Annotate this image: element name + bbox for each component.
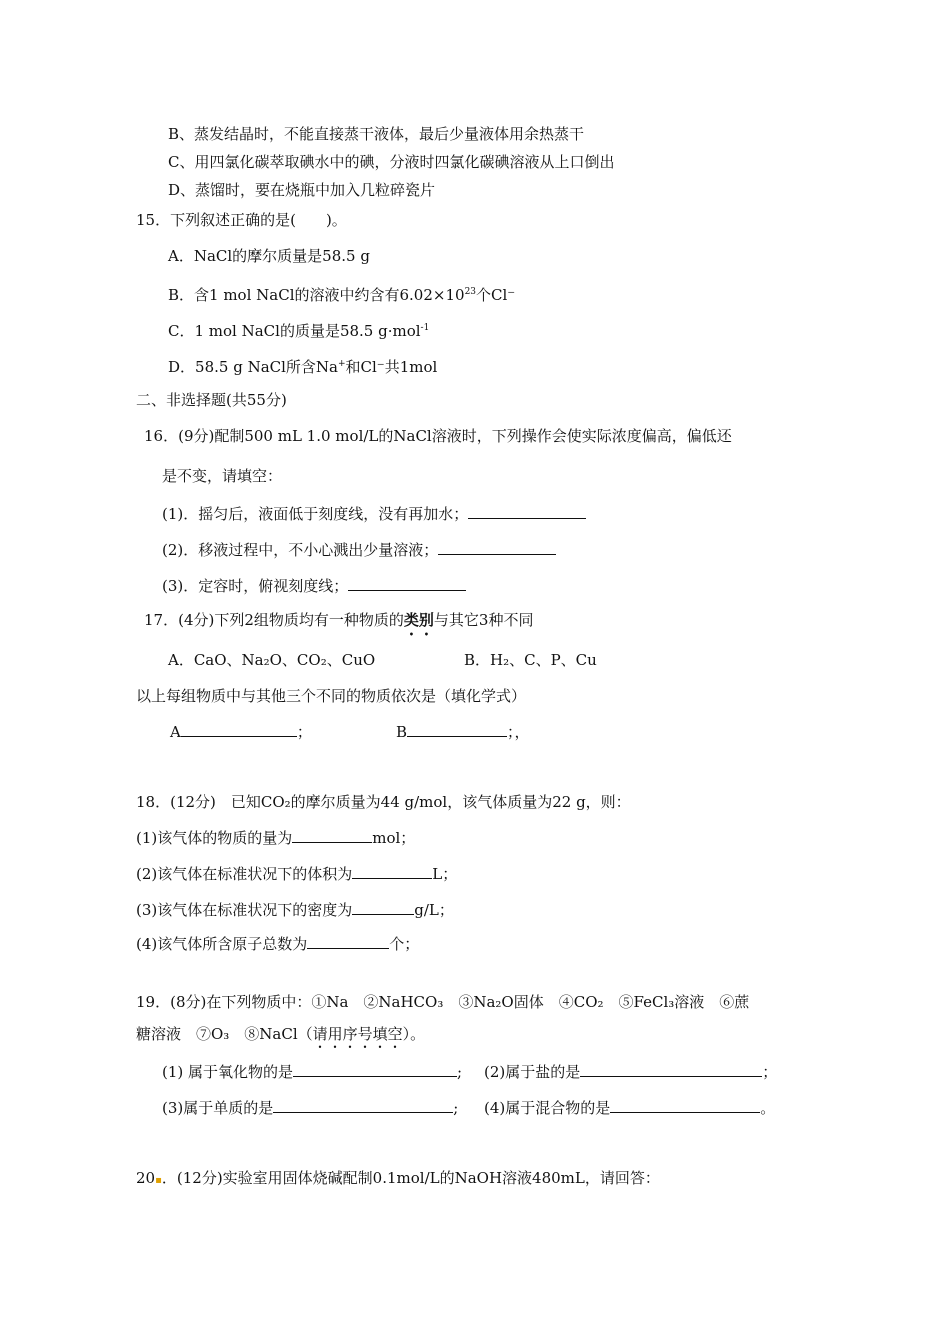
q19-answer-1-blank[interactable] — [293, 1062, 457, 1077]
q18-item-4-text: (4)该气体所含原子总数为 — [136, 935, 308, 953]
q15-option-b — [168, 282, 515, 305]
q18-answer-2-blank[interactable] — [352, 864, 432, 879]
q18-answer-1-blank[interactable] — [292, 828, 372, 843]
q19-answer-4-blank[interactable] — [610, 1098, 760, 1113]
q19-item-1-end: ; — [457, 1063, 463, 1081]
q16-item-2 — [162, 540, 556, 560]
q19-item-3 — [162, 1098, 458, 1118]
q18-item-3 — [136, 900, 454, 920]
q15-option-c-text: C．1 mol NaCl的质量是58.5 g·mol — [168, 322, 421, 340]
q16-answer-1-blank[interactable] — [468, 504, 586, 519]
q19-stem-line2-text: 糖溶液 ⑦O₃ ⑧NaCl — [136, 1025, 298, 1043]
q19-stem-line2 — [136, 1024, 425, 1052]
q19-item-3-text: (3)属于单质的是 — [162, 1099, 274, 1117]
q17-answer-b-end: ；， — [507, 723, 530, 741]
q14-option-d: D、蒸馏时，要在烧瓶中加入几粒碎瓷片 — [168, 181, 436, 199]
q18-item-4 — [136, 934, 419, 954]
q18-stem: 18．(12分) 已知CO₂的摩尔质量为44 g/mol，该气体质量为22 g，则： — [136, 793, 631, 811]
q18-item-1-unit: mol； — [372, 829, 416, 847]
q15-option-c — [168, 318, 429, 341]
q14-option-b: B、蒸发结晶时，不能直接蒸干液体，最后少量液体用余热蒸干 — [168, 125, 585, 143]
q16-item-1 — [162, 504, 586, 524]
q17-stem-tail: 与其它3种不同 — [433, 611, 534, 629]
q18-item-3-text: (3)该气体在标准状况下的密度为 — [136, 901, 353, 919]
q16-answer-3-blank[interactable] — [348, 576, 466, 591]
q19-item-2 — [484, 1062, 777, 1082]
q19-item-4-text: (4)属于混合物的是 — [484, 1099, 611, 1117]
q19-item-4-end: 。 — [760, 1099, 776, 1117]
q15-option-d-charge: + — [337, 359, 346, 369]
q18-answer-3-blank[interactable] — [352, 900, 414, 915]
q16-item-2-text: (2)．移液过程中，不小心溅出少量溶液； — [162, 541, 439, 559]
q15-option-b-text: B．含1 mol NaCl的溶液中约含有6.02×10 — [168, 286, 465, 304]
q16-stem-line1: 16．(9分)配制500 mL 1.0 mol/L的NaCl溶液时，下列操作会使实际浓度偏高，偏低还 — [144, 427, 732, 445]
q16-answer-2-blank[interactable] — [438, 540, 556, 555]
q15-option-d — [168, 354, 437, 377]
q17-answer-a-blank[interactable] — [181, 722, 297, 737]
q15-option-d-text: D．58.5 g NaCl所含Na — [168, 358, 338, 376]
q16-item-3-text: (3)．定容时，俯视刻度线； — [162, 577, 349, 595]
q18-item-3-unit: g/L； — [414, 901, 454, 919]
q17-stem-text: 17．(4分)下列2组物质均有一种物质的 — [144, 611, 404, 629]
q15-option-b-tail: 个Cl⁻ — [476, 286, 516, 304]
q15-option-c-exponent: -1 — [420, 323, 430, 333]
q19-item-4 — [484, 1098, 775, 1118]
q18-answer-4-blank[interactable] — [307, 934, 389, 949]
q17-stem — [144, 610, 533, 639]
q19-answer-2-blank[interactable] — [580, 1062, 762, 1077]
q20-number: 20 — [136, 1169, 156, 1187]
q19-item-1-text: (1) 属于氧化物的是 — [162, 1063, 294, 1081]
edit-mark-icon: ▪ — [155, 1175, 162, 1186]
q19-item-2-text: (2)属于盐的是 — [484, 1063, 581, 1081]
q16-item-1-text: (1)．摇匀后，液面低于刻度线，没有再加水； — [162, 505, 469, 523]
q17-group-a: A．CaO、Na₂O、CO₂、CuO — [168, 651, 376, 669]
q15-option-a: A．NaCl的摩尔质量是58.5 g — [168, 247, 370, 265]
q20-stem-text: ．(12分)实验室用固体烧碱配制0.1mol/L的NaOH溶液480mL，请回答： — [161, 1169, 660, 1187]
q17-answer-a-label: A — [170, 723, 181, 741]
q14-option-c: C、用四氯化碳萃取碘水中的碘，分液时四氯化碳碘溶液从上口倒出 — [168, 153, 615, 171]
q18-item-1 — [136, 828, 415, 848]
q15-option-d-tail: 和Cl⁻共1mol — [345, 358, 438, 376]
q17-answer-b-blank[interactable] — [407, 722, 507, 737]
q19-item-1 — [162, 1062, 462, 1082]
q18-item-1-text: (1)该气体的物质的量为 — [136, 829, 293, 847]
q16-stem-line2: 是不变，请填空： — [162, 467, 283, 485]
q19-stem-line2-tail: 。 — [410, 1025, 426, 1043]
q17-answer-b — [396, 722, 530, 742]
q19-item-3-end: ; — [453, 1099, 459, 1117]
q17-emphasis: 类别 — [403, 611, 434, 629]
q17-answer-a-end: ； — [296, 723, 312, 741]
q19-item-2-end: ； — [762, 1063, 778, 1081]
q19-stem-line1: 19．(8分)在下列物质中：①Na ②NaHCO₃ ③Na₂O固体 ④CO₂ ⑤FeCl₃溶液 ⑥蔗 — [136, 993, 750, 1011]
q15-option-b-exponent: 23 — [464, 287, 477, 297]
q20-stem — [136, 1168, 660, 1191]
q18-item-2 — [136, 864, 457, 884]
section-heading: 二、非选择题(共55分) — [136, 391, 287, 409]
q17-group-b: B．H₂、C、P、Cu — [464, 651, 597, 669]
q18-item-2-text: (2)该气体在标准状况下的体积为 — [136, 865, 353, 883]
q15-stem: 15．下列叙述正确的是( )。 — [136, 211, 347, 229]
q17-instruction: 以上每组物质中与其他三个不同的物质依次是（填化学式） — [136, 687, 527, 705]
q19-answer-3-blank[interactable] — [273, 1098, 453, 1113]
q19-emphasis: （请用序号填空） — [297, 1025, 411, 1043]
q17-answer-b-label: B — [396, 723, 408, 741]
q16-item-3 — [162, 576, 466, 596]
q18-item-4-unit: 个； — [389, 935, 420, 953]
q18-item-2-unit: L； — [432, 865, 458, 883]
q17-answer-a — [170, 722, 312, 742]
